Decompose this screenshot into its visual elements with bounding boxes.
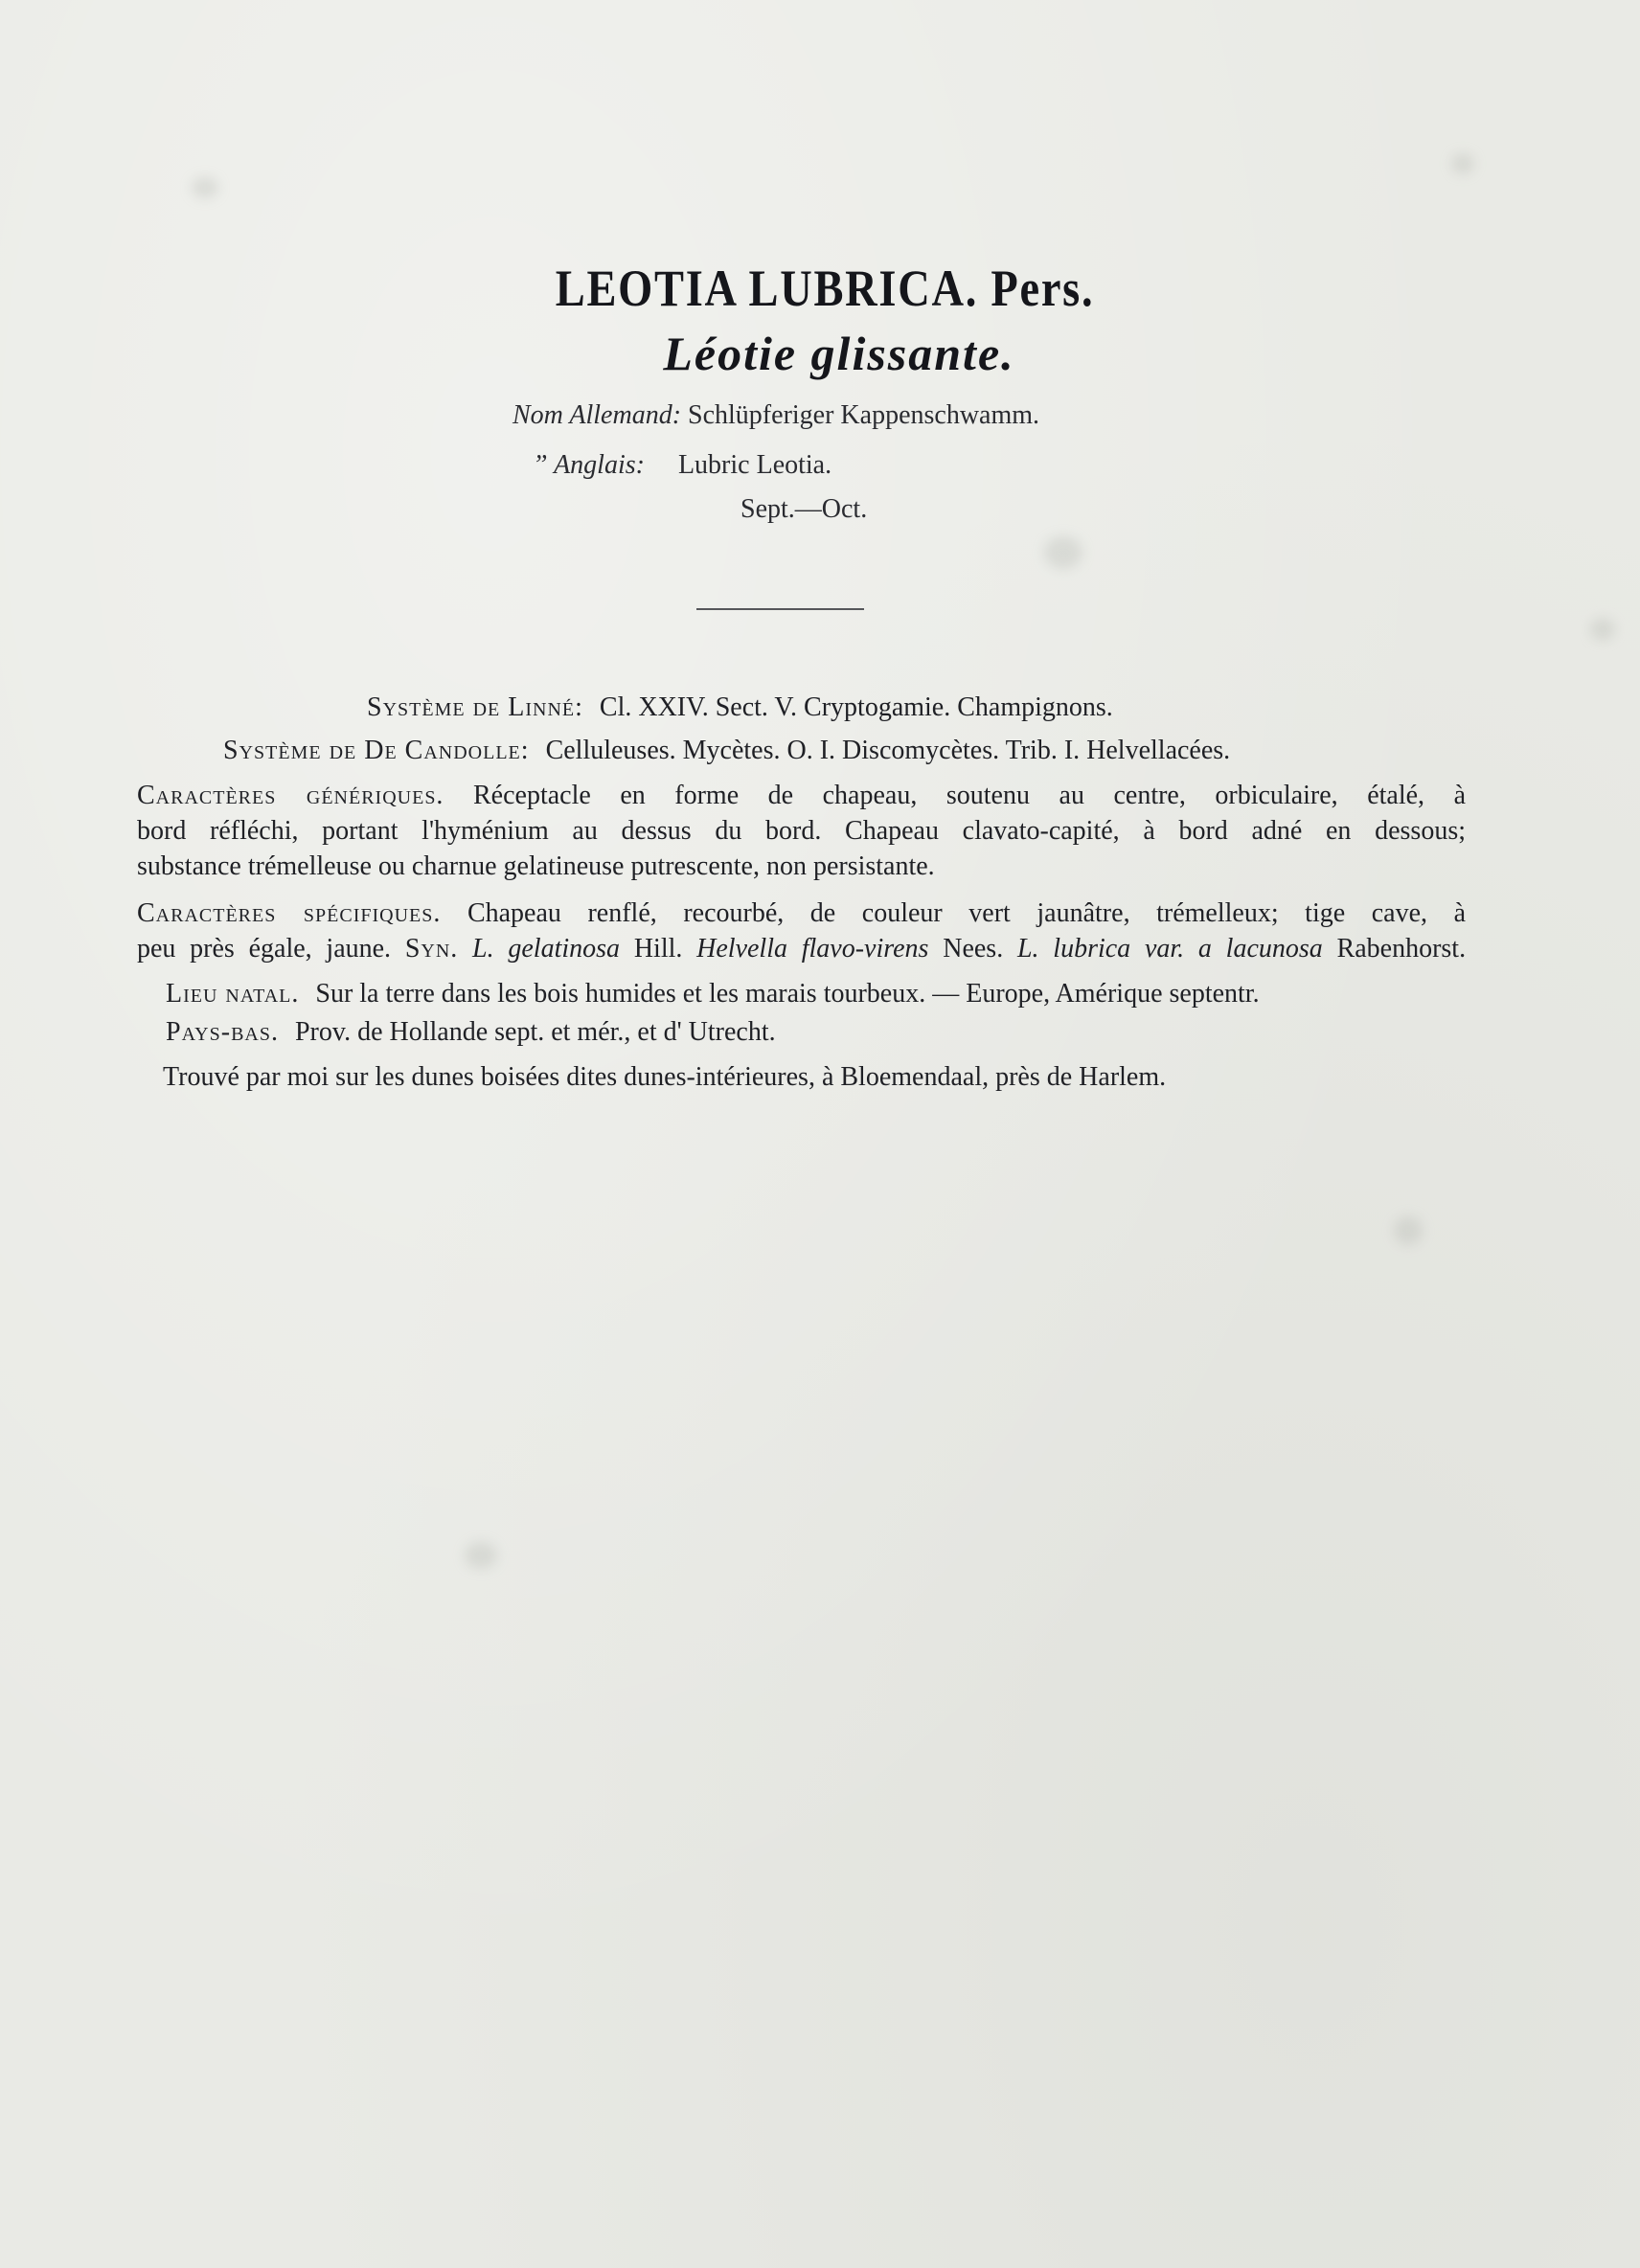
paper-stain bbox=[1394, 1216, 1423, 1245]
generic-line-3: substance trémelleuse ou charnue gelatineuse putrescente, non persistante. bbox=[137, 851, 935, 881]
synonym-1-author: Hill. bbox=[633, 934, 683, 964]
english-label: ” Anglais: bbox=[533, 450, 645, 480]
synonym-2: Helvella flavo-virens bbox=[696, 934, 929, 964]
generic-line-1 bbox=[137, 778, 1466, 813]
candolle-text: Celluleuses. Mycètes. O. I. Discomycètes. Trib. I. Helvellacées. bbox=[545, 736, 1231, 765]
title-block bbox=[0, 259, 1640, 381]
english-name-line bbox=[533, 450, 831, 481]
generic-line-2: bord réfléchi, portant l'hyménium au dessus du bord. Chapeau clavato-capité, à bord adné en dessous; bbox=[137, 816, 1466, 846]
specific-line-1 bbox=[137, 896, 1466, 931]
candolle-label: Système de De Candolle: bbox=[223, 736, 530, 765]
paper-stain bbox=[1451, 153, 1474, 174]
synonym-3: L. lubrica var. a lacunosa bbox=[1016, 934, 1323, 964]
synonym-1: L. gelatinosa bbox=[472, 934, 621, 964]
netherlands-text: Prov. de Hollande sept. et mér., et d' Utrecht. bbox=[294, 1017, 776, 1047]
netherlands-label: Pays-bas. bbox=[166, 1017, 279, 1047]
habitat-label: Lieu natal. bbox=[166, 979, 300, 1009]
paper-stain bbox=[465, 1542, 497, 1569]
specific-text-2: peu près égale, jaune. bbox=[137, 934, 392, 964]
linne-text: Cl. XXIV. Sect. V. Cryptogamie. Champignons. bbox=[599, 692, 1113, 722]
german-value: Schlüpferiger Kappenschwamm. bbox=[688, 400, 1040, 430]
season: Sept.—Oct. bbox=[740, 494, 868, 524]
linne-line bbox=[367, 690, 1113, 725]
habitat-line bbox=[166, 976, 1260, 1011]
paper-stain bbox=[1590, 618, 1615, 641]
netherlands-line bbox=[166, 1014, 776, 1050]
english-value: Lubric Leotia. bbox=[677, 450, 832, 480]
german-label: Nom Allemand: bbox=[512, 400, 682, 430]
specific-characters bbox=[137, 896, 1466, 966]
generic-characters bbox=[137, 778, 1466, 884]
german-name-line bbox=[512, 400, 1039, 431]
synonym-3-author: Rabenhorst. bbox=[1336, 934, 1467, 964]
species-title: LEOTIA LUBRICA. Pers. bbox=[555, 260, 1095, 317]
paper-stain bbox=[192, 177, 218, 198]
habitat-text: Sur la terre dans les bois humides et les marais tourbeux. — Europe, Amérique septentr. bbox=[315, 979, 1260, 1009]
candolle-line bbox=[223, 733, 1230, 768]
syn-label: Syn. bbox=[404, 934, 459, 964]
specific-label: Caractères spécifiques. bbox=[137, 898, 442, 928]
french-name: Léotie glissante. bbox=[663, 327, 1015, 380]
found-line: Trouvé par moi sur les dunes boisées dites dunes-intérieures, à Bloemendaal, près de Harlem. bbox=[163, 1062, 1167, 1092]
specific-line-2 bbox=[137, 931, 1466, 966]
linne-label: Système de Linné: bbox=[367, 692, 583, 722]
divider-rule bbox=[696, 608, 864, 610]
generic-text-1: Réceptacle en forme de chapeau, soutenu au centre, orbiculaire, étalé, à bbox=[472, 781, 1467, 810]
generic-label: Caractères génériques. bbox=[137, 781, 444, 810]
synonym-2-author: Nees. bbox=[943, 934, 1004, 964]
specific-text-1: Chapeau renflé, recourbé, de couleur vert jaunâtre, trémelleux; tige cave, à bbox=[467, 898, 1466, 928]
paper-stain bbox=[1044, 536, 1082, 569]
